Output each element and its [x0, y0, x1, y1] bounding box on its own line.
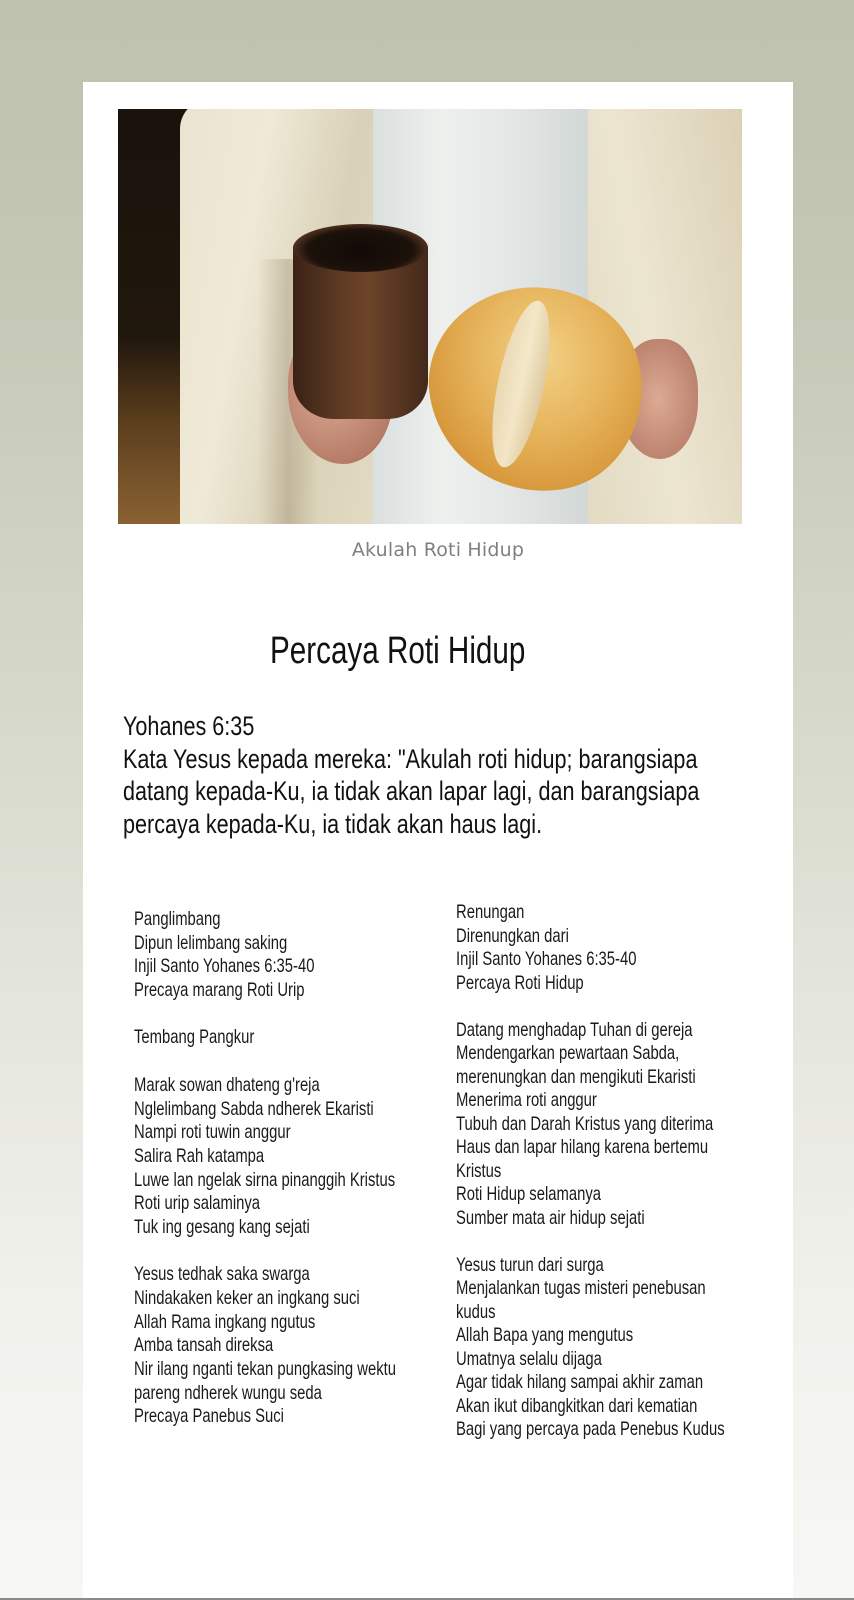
reflection-line: Roti Hidup selamanya: [456, 1183, 601, 1206]
document-card: [83, 82, 793, 1600]
javanese-poem-column: [134, 908, 464, 1429]
reflection-line: Agar tidak hilang sampai akhir zaman: [456, 1371, 704, 1394]
page-title-text: Percaya Roti Hidup: [270, 630, 526, 672]
photo-bread-and-cup: [118, 109, 742, 524]
reflection-line: Bagi yang percaya pada Penebus Kudus: [456, 1418, 725, 1441]
poem-line: Allah Rama ingkang ngutus: [134, 1310, 316, 1333]
poem-line: Dipun lelimbang saking: [134, 931, 288, 954]
image-caption: Akulah Roti Hidup: [351, 539, 525, 561]
verse-reference: Yohanes 6:35: [123, 711, 255, 741]
cup-rim-shape: [293, 224, 428, 272]
reflection-line: Percaya Roti Hidup: [456, 971, 584, 994]
reflection-line: Direnungkan dari: [456, 924, 569, 947]
reflection-line: Tubuh dan Darah Kristus yang diterima: [456, 1112, 714, 1135]
reflection-line: Sumber mata air hidup sejati: [456, 1206, 645, 1229]
indonesian-reflection-column: [456, 901, 796, 1442]
poem-line: Amba tansah direksa: [134, 1334, 274, 1357]
reflection-line: Akan ikut dibangkitkan dari kematian: [456, 1394, 698, 1417]
reflection-line: merenungkan dan mengikuti Ekaristi: [456, 1065, 696, 1088]
poem-line: Precaya Panebus Suci: [134, 1405, 284, 1428]
poem-line: Precaya marang Roti Urip: [134, 979, 305, 1002]
poem-line: Nglelimbang Sabda ndherek Ekaristi: [134, 1097, 374, 1120]
reflection-line: Menerima roti anggur: [456, 1089, 597, 1112]
reflection-line: Kristus: [456, 1159, 502, 1182]
poem-line: Nindakaken keker an ingkang suci: [134, 1287, 360, 1309]
reflection-line: Yesus turun dari surga: [456, 1253, 604, 1276]
page-title: [270, 628, 597, 674]
poem-line: Nampi roti tuwin anggur: [134, 1121, 291, 1144]
reflection-line: Haus dan lapar hilang karena bertemu: [456, 1136, 709, 1159]
poem-line: Marak sowan dhateng g'reja: [134, 1073, 320, 1096]
poem-subtitle: Tembang Pangkur: [134, 1026, 255, 1049]
poem-line: Roti urip salaminya: [134, 1192, 261, 1215]
poem-line: pareng ndherek wungu seda: [134, 1381, 322, 1404]
poem-line: Tuk ing gesang kang sejati: [134, 1215, 310, 1238]
reflection-heading: Renungan: [456, 901, 525, 923]
reflection-line: kudus: [456, 1300, 496, 1323]
reflection-line: Datang menghadap Tuhan di gereja: [456, 1018, 693, 1041]
poem-line: Injil Santo Yohanes 6:35-40: [134, 955, 315, 978]
verse-line: Kata Yesus kepada mereka: "Akulah roti hidup; barangsiapa: [123, 743, 698, 774]
reflection-line: Allah Bapa yang mengutus: [456, 1324, 634, 1347]
poem-line: Nir ilang nganti tekan pungkasing wektu: [134, 1358, 396, 1381]
bible-verse: [123, 710, 823, 840]
verse-line: datang kepada-Ku, ia tidak akan lapar lagi, dan barangsiapa: [123, 776, 700, 806]
reflection-line: Umatnya selalu dijaga: [456, 1347, 602, 1370]
reflection-line: Menjalankan tugas misteri penebusan: [456, 1277, 706, 1300]
reflection-line: Injil Santo Yohanes 6:35-40: [456, 948, 637, 970]
reflection-line: Mendengarkan pewartaan Sabda,: [456, 1042, 680, 1065]
poem-line: Luwe lan ngelak sirna pinanggih Kristus: [134, 1168, 396, 1191]
verse-line: percaya kepada-Ku, ia tidak akan haus lagi.: [123, 808, 543, 839]
poem-line: Yesus tedhak saka swarga: [134, 1263, 310, 1286]
poem-heading: Panglimbang: [134, 908, 221, 930]
poem-line: Salira Rah katampa: [134, 1144, 265, 1167]
